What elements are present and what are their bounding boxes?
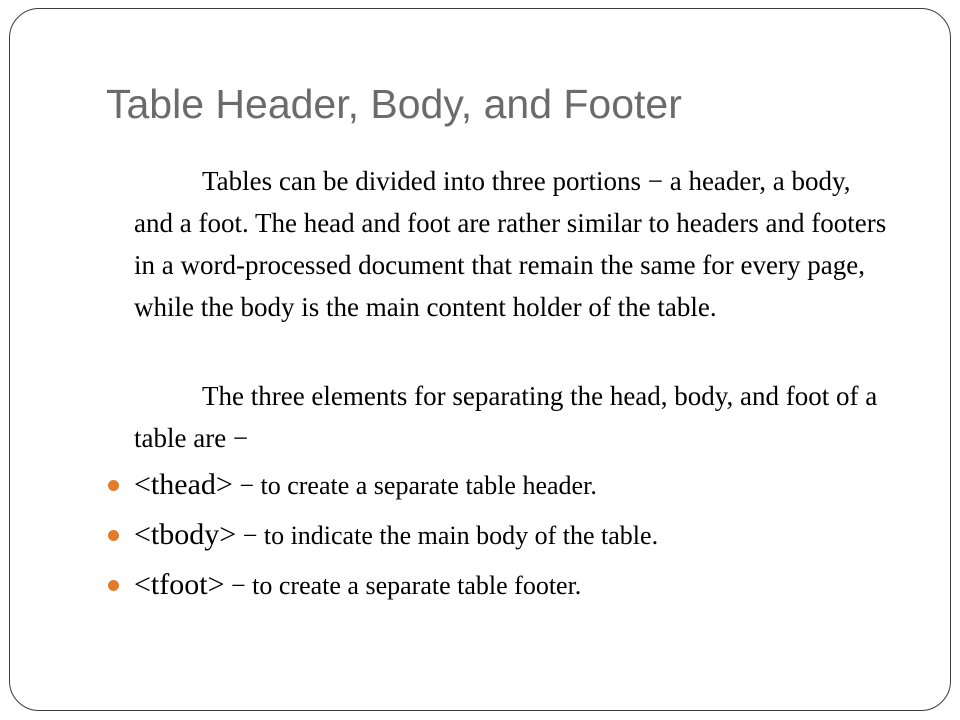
bullet-text: − to create a separate table header.	[232, 471, 597, 500]
slide-title: Table Header, Body, and Footer	[106, 81, 682, 127]
bullet-item-tbody	[134, 512, 658, 559]
bullet-dot-icon	[108, 530, 119, 541]
bullet-item-thead	[134, 462, 597, 509]
bullet-text: − to create a separate table footer.	[224, 571, 582, 600]
intro-paragraph	[134, 160, 894, 328]
bullet-dot-icon	[108, 580, 119, 591]
bullet-item-tfoot	[134, 562, 581, 609]
elements-paragraph	[134, 375, 894, 459]
elements-paragraph-text: The three elements for separating the head, body, and foot of a table are −	[134, 381, 878, 453]
bullet-text: − to indicate the main body of the table.	[236, 521, 659, 550]
bullet-dot-icon	[108, 480, 119, 491]
bullet-tag: <thead>	[134, 468, 233, 501]
intro-paragraph-text: Tables can be divided into three portions − a header, a body, and a foot. The head and foot are rather similar to headers and footers in a word-processed document that remain the same for every page, while the body is the main content holder of the table.	[134, 166, 887, 322]
bullet-tag: <tbody>	[134, 518, 237, 551]
bullet-tag: <tfoot>	[134, 568, 225, 601]
